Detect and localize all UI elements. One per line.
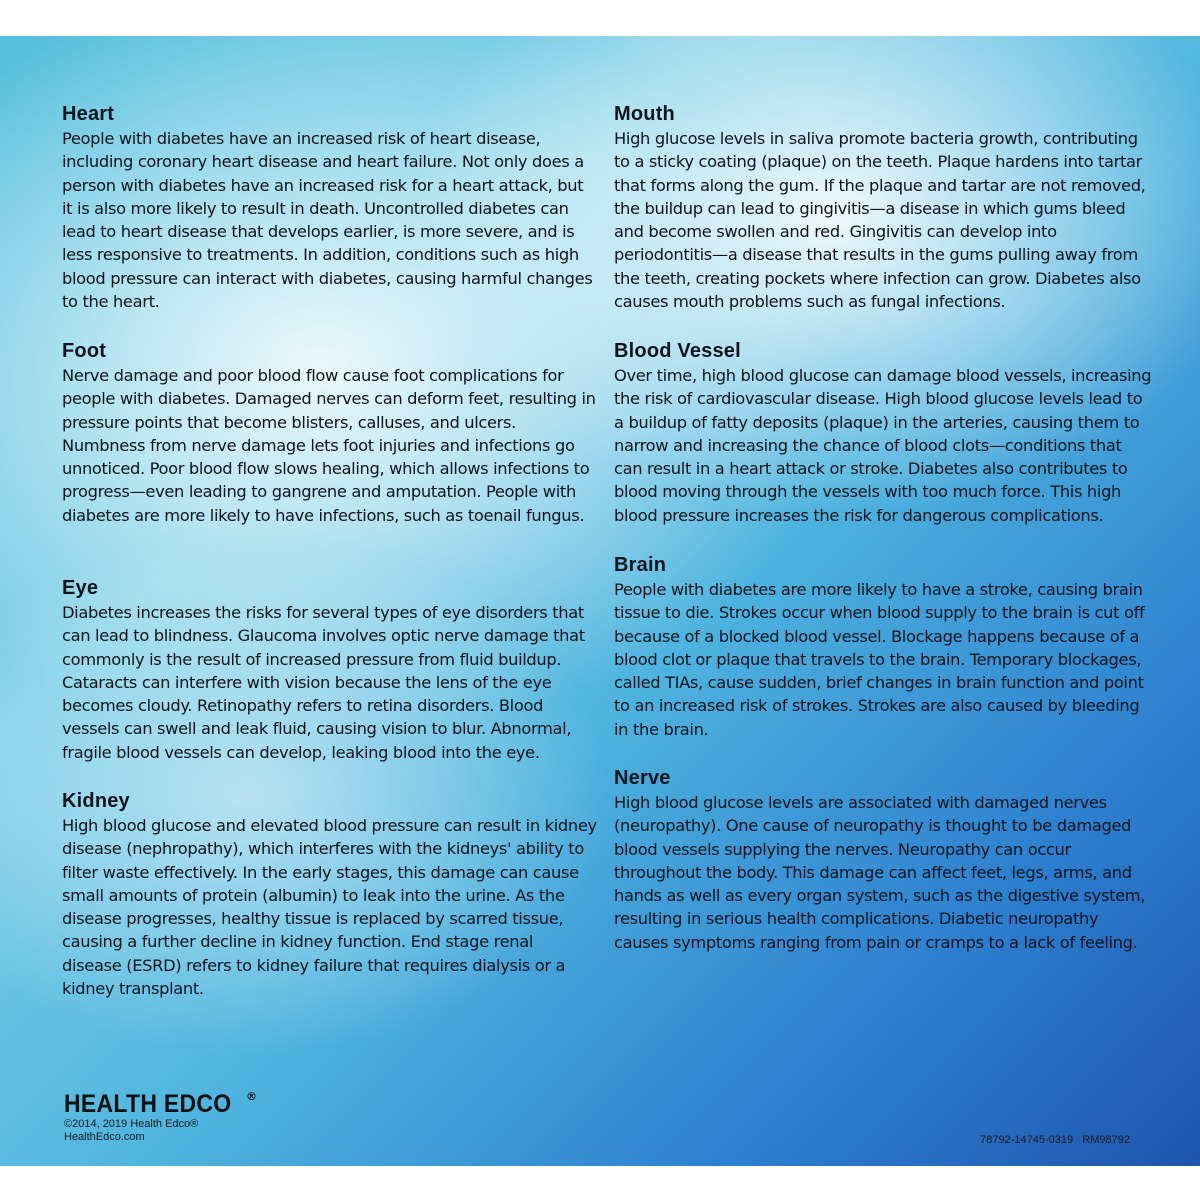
section-body: Over time, high blood glucose can damage blood vessels, increasing the risk of cardiovascular disease. High blood glucose levels lead to a buildup of fatty deposits (plaque) in the arteries, causing them to narrow and increasing the chance of blood clots—conditions that can result in a heart attack or stroke. Diabetes also contributes to blood moving through the vessels with too much force. This high blood pressure increases the risk for dangerous complications. xyxy=(614,366,1152,525)
section-title: Eye xyxy=(62,577,99,599)
section-title: Blood Vessel xyxy=(614,340,741,362)
section-body: Diabetes increases the risks for several types of eye disorders that can lead to blindness. Glaucoma involves optic nerve damage that commonly is the result of increased pressure from fluid buildup. Cataracts can interfere with vision because the lens of the eye becomes cloudy. Retinopathy refers to retina disorders. Blood vessels can swell and leak fluid, causing vision to blur. Abnormal, fragile blood vessels can develop, leaking blood into the eye. xyxy=(62,603,585,762)
section-body: People with diabetes are more likely to have a stroke, causing brain tissue to die. Strokes occur when blood supply to the brain is cut off because of a blocked blood vessel. Blockage happens because of a blood clot or plaque that travels to the brain. Temporary blockages, called TIAs, cause sudden, brief changes in brain function and point to an increased risk of strokes. Strokes are also caused by bleeding in the brain. xyxy=(614,580,1145,739)
copyright-text: ©2014, 2019 Health Edco® xyxy=(64,1118,199,1130)
section-brain xyxy=(614,552,1154,741)
section-body: High blood glucose and elevated blood pressure can result in kidney disease (nephropathy), which interferes with the kidneys' ability to filter waste effectively. In the early stages, this damage can cause small amounts of protein (albumin) to leak into the urine. As the disease progresses, healthy tissue is replaced by scarred tissue, causing a further decline in kidney function. End stage renal disease (ESRD) refers to kidney failure that requires dialysis or a kidney transplant. xyxy=(62,816,597,999)
section-title: Brain xyxy=(614,554,667,576)
section-blood-vessel xyxy=(614,338,1154,527)
registered-mark: ® xyxy=(246,1090,257,1103)
section-eye xyxy=(62,575,597,764)
section-kidney xyxy=(62,788,597,1000)
poster-panel xyxy=(0,36,1200,1166)
section-title: Foot xyxy=(62,340,107,362)
section-foot xyxy=(62,338,597,527)
section-body: High glucose levels in saliva promote bacteria growth, contributing to a sticky coating (plaque) on the teeth. Plaque hardens into tartar that forms along the gum. If the plaque and tartar are not removed, the buildup can lead to gingivitis—a disease in which gums bleed and become swollen and red. Gingivitis can develop into periodontitis—a disease that results in the gums pulling away from the teeth, creating pockets where infection can grow. Diabetes also causes mouth problems such as fungal infections. xyxy=(614,129,1146,312)
brand-name: HEALTH EDCO xyxy=(64,1090,232,1118)
section-title: Kidney xyxy=(62,790,130,812)
section-title: Mouth xyxy=(614,103,675,125)
website-text: HealthEdco.com xyxy=(64,1131,145,1143)
section-body: People with diabetes have an increased risk of heart disease, including coronary heart disease and heart failure. Not only does a person with diabetes have an increased risk for a heart attack, but it is also more likely to result in death. Uncontrolled diabetes can lead to heart disease that develops earlier, is more severe, and is less responsive to treatments. In addition, conditions such as high blood pressure can interact with diabetes, causing harmful changes to the heart. xyxy=(62,129,593,312)
brand-logo xyxy=(64,1090,257,1118)
section-title: Nerve xyxy=(614,767,671,789)
section-title: Heart xyxy=(62,103,115,125)
product-code: 78792-14745-0319 RM98792 xyxy=(980,1134,1130,1146)
section-nerve xyxy=(614,765,1154,954)
section-body: Nerve damage and poor blood flow cause foot complications for people with diabetes. Damaged nerves can deform feet, resulting in pressure points that become blisters, calluses, and ulcers. Numbness from nerve damage lets foot injuries and infections go unnoticed. Poor blood flow slows healing, which allows infections to progress—even leading to gangrene and amputation. People with diabetes are more likely to have infections, such as toenail fungus. xyxy=(62,366,596,525)
brand-block xyxy=(64,1090,257,1144)
section-body: High blood glucose levels are associated with damaged nerves (neuropathy). One cause of neuropathy is thought to be damaged blood vessels supplying the nerves. Neuropathy can occur throughout the body. This damage can affect feet, legs, arms, and hands as well as every organ system, such as the digestive system, resulting in serious health complications. Diabetic neuropathy causes symptoms ranging from pain or cramps to a lack of feeling. xyxy=(614,793,1146,952)
section-heart xyxy=(62,101,597,313)
section-mouth xyxy=(614,101,1154,313)
